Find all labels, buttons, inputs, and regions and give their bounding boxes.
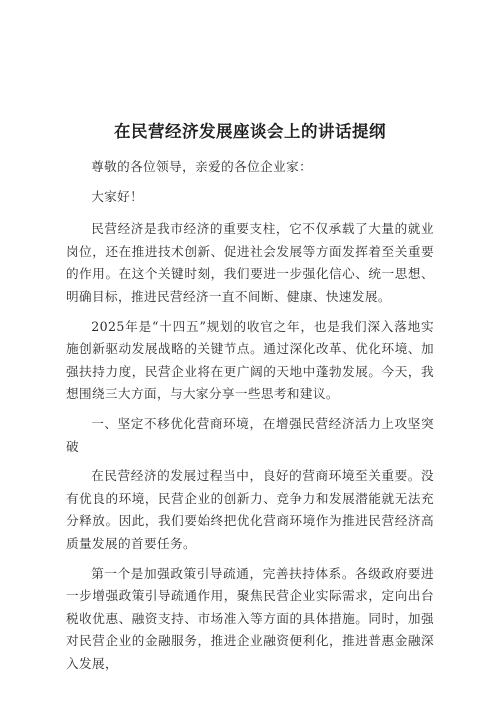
document-title: 在民营经济发展座谈会上的讲话提纲: [114, 122, 386, 141]
section-heading-1: 一、坚定不移优化营商环境，在增强民营经济活力上攻坚突破: [66, 415, 434, 454]
paragraph-2025-plan: 2025年是“十四五”规划的收官之年，也是我们深入落地实施创新驱动发展战略的关键节点。通过深化改革、优化环境、加强扶持力度，民营企业将在更广阔的天地中蓬勃发展。今天，我想围绕三大方面，与大家分享一些思考和建议。: [66, 318, 434, 402]
salutation: 尊敬的各位领导，亲爱的各位企业家：: [91, 159, 313, 174]
paragraph-intro: 民营经济是我市经济的重要支柱，它不仅承载了大量的就业岗位，还在推进技术创新、促进社会发展等方面发挥着至关重要的作用。在这个关键时刻，我们要进一步强化信心、统一思想、明确目标，推进民营经济一直不间断、健康、快速发展。: [66, 221, 434, 304]
paragraph-policy-guidance: 第一个是加强政策引导疏通，完善扶持体系。各级政府要进一步增强政策引导疏通作用，聚焦民营企业实际需求，定向出台税收优惠、融资支持、市场准入等方面的具体措施。同时，加强对民营企业的金融服务，推进企业融资便利化，推进普惠金融深入发展，: [66, 565, 434, 671]
greeting: 大家好！: [91, 188, 144, 204]
paragraph-business-environment: 在民营经济的发展过程当中，良好的营商环境至关重要。没有优良的环境，民营企业的创新力、竞争力和发展潜能就无法充分释放。因此，我们要始终把优化营商环境作为推进民营经济高质量发展的首要任务。: [66, 468, 434, 551]
